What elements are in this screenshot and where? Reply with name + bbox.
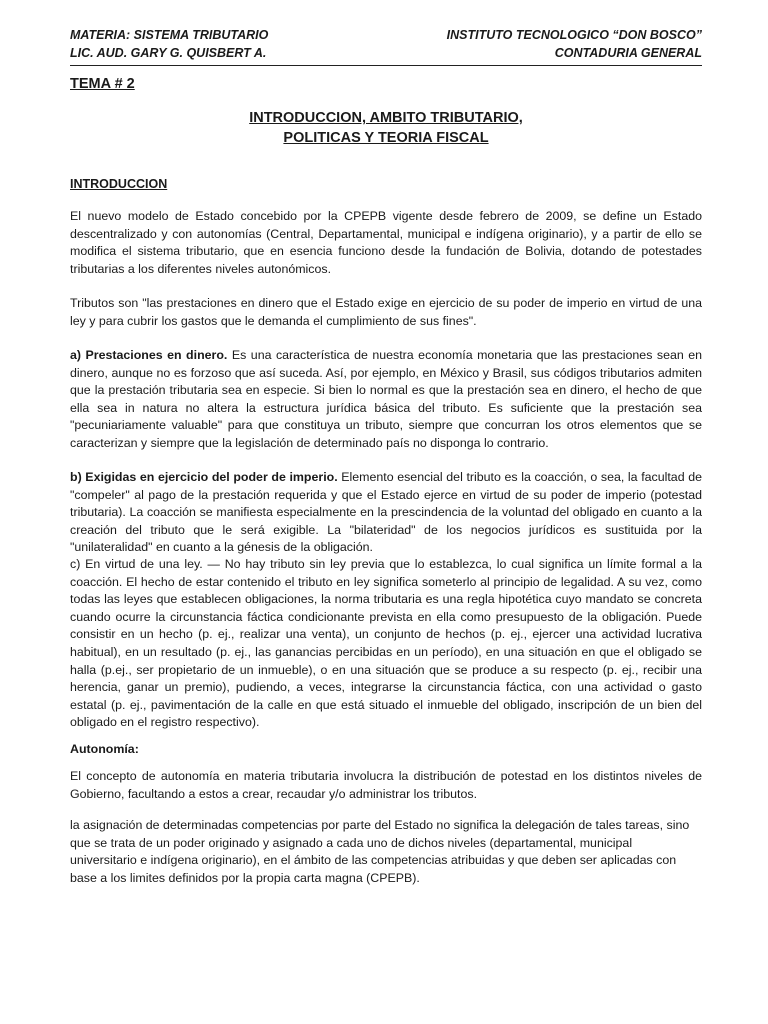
paragraph-tributos-definicion: Tributos son "las prestaciones en dinero que el Estado exige en ejercicio de su poder de imperio en virtud de una ley y para cubrir los gastos que le demanda el cumplimiento de sus fines". (70, 296, 702, 328)
header-left (70, 26, 268, 62)
header-divider (70, 65, 702, 66)
title-line-1: INTRODUCCION, AMBITO TRIBUTARIO, (249, 110, 523, 126)
paragraph-text-b: Elemento esencial del tributo es la coacción, o sea, la facultad de "compeler" al pago de la prestación requerida y que el Estado ejerce en virtud de su poder de imperio (potestad tributaria). La coacción se manifiesta especialmente en la prescindencia de la voluntad del obligado en cuanto a la creación del tributo que le será exigible. La "bilateridad" de los negocios jurídicos es sustituida por la "unilateralidad" en cuanto a la génesis de la obligación. (70, 470, 702, 555)
paragraph-asignacion-competencias: la asignación de determinadas competencias por parte del Estado no significa la delegación de tales tareas, sino que se trata de un poder originado y asignado a cada uno de dichos niveles (departamental, municipal universitario e indígena originario), en el ámbito de las competencias atribuidas y que deben ser aplicadas con base a los limites definidos por la propia carta magna (CPEPB). (70, 818, 690, 885)
paragraph-prestaciones-dinero (70, 347, 702, 453)
page-header (70, 26, 702, 62)
program-line: CONTADURIA GENERAL (554, 46, 702, 60)
topic-number: TEMA # 2 (70, 76, 135, 92)
paragraph-modelo-estado: El nuevo modelo de Estado concebido por la CPEPB vigente desde febrero de 2009, se define un Estado descentralizado y con autonomías (Central, Departamental, municipal e indígena originario), y a partir de ello se modifica el sistema tributario, que en esencia funciono desde la fundación de Bolivia, dotando de potestades tributarias a los diferentes niveles autonómicos. (70, 209, 702, 276)
document-title (70, 108, 702, 148)
institute-line: INSTITUTO TECNOLOGICO “DON BOSCO” (446, 28, 702, 42)
header-right (447, 26, 702, 62)
lecturer-line: LIC. AUD. GARY G. QUISBERT A. (70, 46, 267, 60)
subject-line: MATERIA: SISTEMA TRIBUTARIO (70, 28, 269, 42)
paragraph-poder-imperio (70, 469, 702, 557)
paragraph-label-b: b) Exigidas en ejercicio del poder de imperio. (70, 470, 338, 484)
paragraph-virtud-ley: c) En virtud de una ley. — No hay tributo sin ley previa que lo establezca, lo cual significa un límite formal a la coacción. El hecho de estar contenido el tributo en ley significa someterlo al principio de legalidad. A su vez, como todas las leyes que establecen obligaciones, la norma tributaria es una regla hipotética cuyo mandato se concreta cuando ocurre la circunstancia fáctica condicionante prevista en ella como presupuesto de la obligación. Puede consistir en un hecho (p. ej., realizar una venta), un conjunto de hechos (p. ej., ejercer una actividad lucrativa habitual), en un resultado (p. ej., las ganancias percibidas en un período), en una situación en que el obligado se halla (p.ej., ser propietario de un inmueble), o en una situación que se produce a su respecto (p. ej., recibir una herencia, ganar un premio), pudiendo, a veces, integrarse la circunstancia fáctica, con una actividad o gasto estatal (p. ej., pavimentación de la calle en que está situado el inmueble del obligado, inscripción de un bien del obligado en el registro respectivo). (70, 557, 702, 730)
paragraph-text-a: Es una característica de nuestra economía monetaria que las prestaciones sean en dinero, aunque no es forzoso que así suceda. Así, por ejemplo, en México y Brasil, sus códigos tributarios admiten que la prestación tributaria sea en especie. Si bien lo normal es que la prestación sea en dinero, el hecho de que ella sea in natura no altera la estructura jurídica básica del tributo. Es suficiente que la prestación sea "pecuniariamente valuable" para que constituya un tributo, siempre que concurran los otros elementos que se caracterizan y siempre que la legislación de determinado país no disponga lo contrario. (70, 348, 702, 450)
paragraph-label-a: a) Prestaciones en dinero. (70, 348, 228, 362)
title-line-2: POLITICAS Y TEORIA FISCAL (283, 130, 489, 146)
autonomia-heading: Autonomía: (70, 742, 139, 756)
introduccion-heading: INTRODUCCION (70, 177, 168, 191)
paragraph-autonomia-concepto: El concepto de autonomía en materia tributaria involucra la distribución de potestad en los distintos niveles de Gobierno, facultando a estos a crear, recaudar y/o administrar los tributos. (70, 769, 702, 801)
